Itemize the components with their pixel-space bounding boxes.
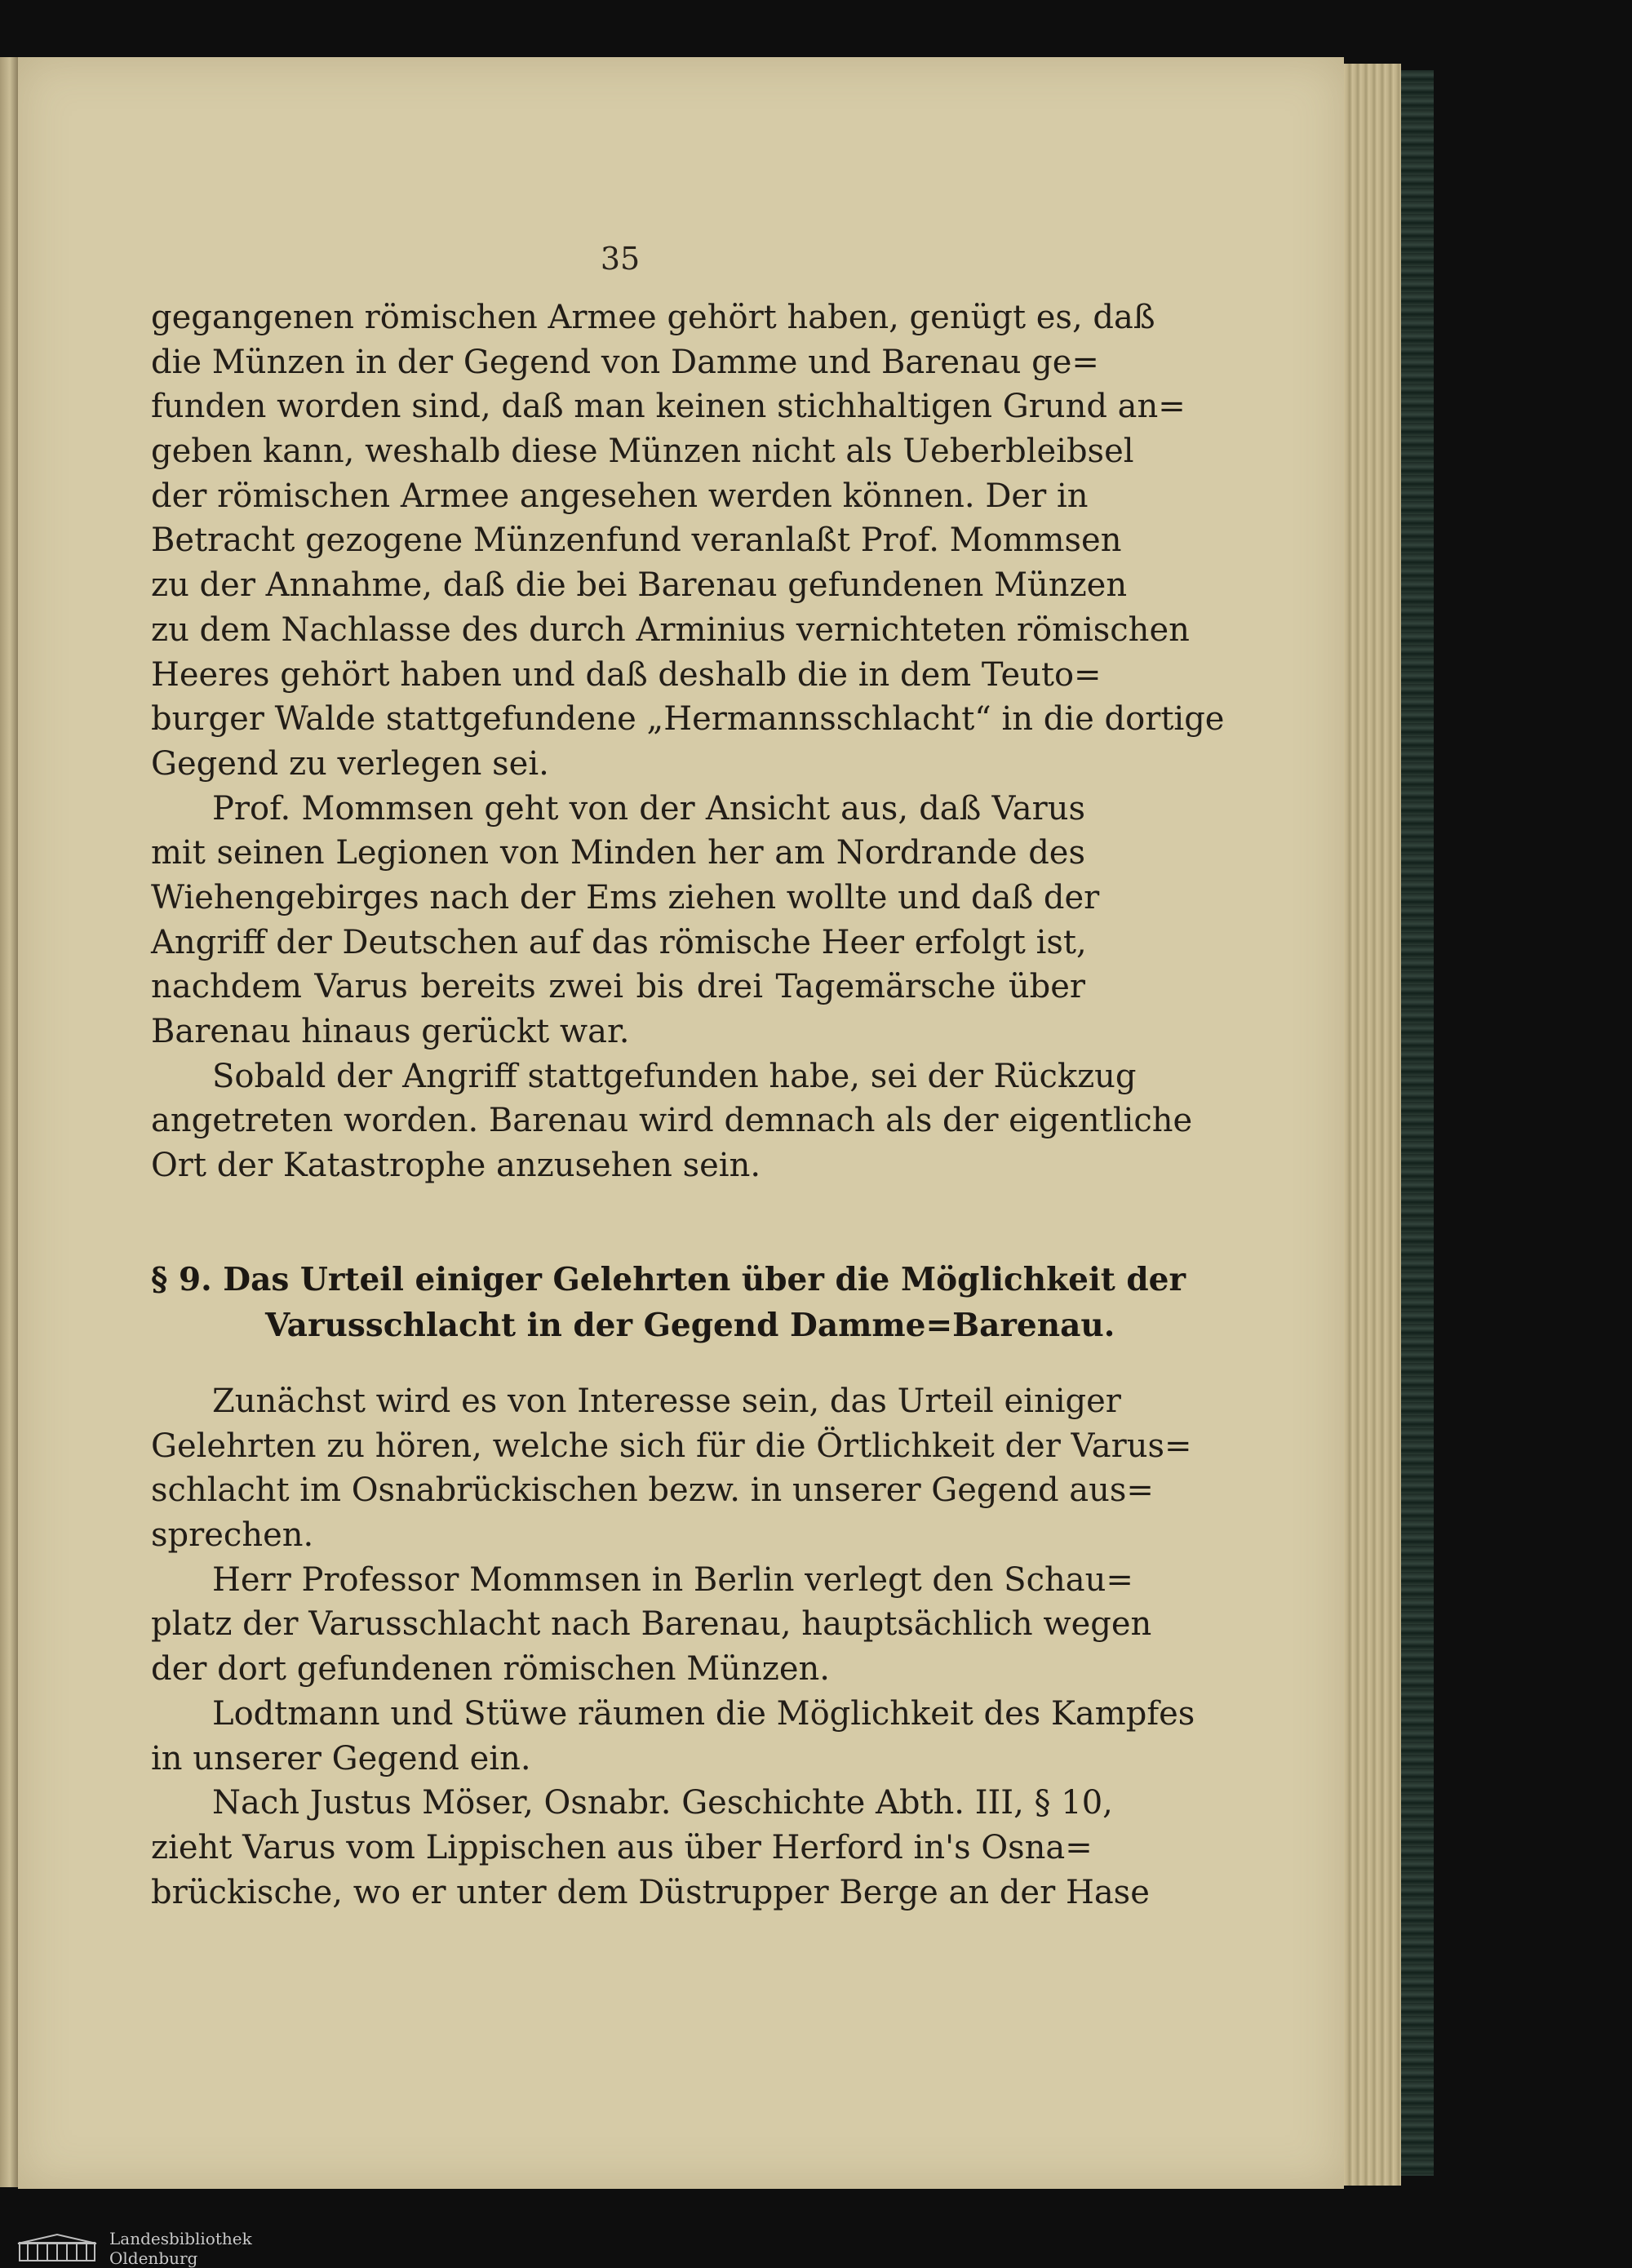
section-heading-line: Varusschlacht in der Gegend Damme=Barenau.	[265, 1307, 1115, 1344]
text-line: Ort der Katastrophe anzusehen sein.	[151, 1147, 761, 1185]
text-line: nachdem Varus bereits zwei bis drei Tagemärsche über	[151, 968, 1085, 1006]
text-line: Zunächst wird es von Interesse sein, das Urteil einiger	[212, 1383, 1121, 1420]
text-line: Sobald der Angriff stattgefunden habe, sei der Rückzug	[212, 1057, 1137, 1095]
text-line: sprechen.	[151, 1516, 314, 1555]
text-line: Wiehengebirges nach der Ems ziehen wollte und daß der	[151, 878, 1100, 917]
text-line: schlacht im Osnabrückischen bezw. in unserer Gegend aus=	[151, 1471, 1154, 1510]
text-line: Lodtmann und Stüwe räumen die Möglichkeit des Kampfes	[212, 1694, 1195, 1733]
text-line: funden worden sind, daß man keinen stichhaltigen Grund an=	[151, 388, 1186, 426]
text-line: Gelehrten zu hören, welche sich für die Örtlichkeit der Varus=	[151, 1427, 1192, 1465]
text-line: Heeres gehört haben und daß deshalb die in dem Teuto=	[151, 655, 1102, 694]
section-heading-line: § 9. Das Urteil einiger Gelehrten über die Möglichkeit der	[151, 1261, 1186, 1298]
text-line: mit seinen Legionen von Minden her am Nordrande des	[151, 834, 1085, 872]
text-line: brückische, wo er unter dem Düstrupper Berge an der Hase	[151, 1873, 1150, 1911]
text-line: in unserer Gegend ein.	[151, 1739, 531, 1778]
text-line: die Münzen in der Gegend von Damme und Barenau ge=	[151, 343, 1099, 381]
page-stack-edge	[1344, 64, 1401, 2186]
text-line: angetreten worden. Barenau wird demnach als der eigentliche	[151, 1102, 1193, 1140]
text-line: Gegend zu verlegen sei.	[151, 744, 549, 783]
book-binding	[1401, 70, 1434, 2176]
text-line: geben kann, weshalb diese Münzen nicht als Ueberbleibsel	[151, 433, 1134, 471]
text-line: Herr Professor Mommsen in Berlin verlegt den Schau=	[212, 1560, 1133, 1599]
library-name: Landesbibliothek Oldenburg	[109, 2228, 252, 2268]
text-line: der dort gefundenen römischen Münzen.	[151, 1650, 830, 1689]
text-line: platz der Varusschlacht nach Barenau, hauptsächlich wegen	[151, 1605, 1152, 1644]
text-line: gegangenen römischen Armee gehört haben, genügt es, daß	[151, 299, 1155, 336]
body-text-bottom	[151, 1379, 1195, 1915]
body-text-top	[151, 295, 1225, 1188]
text-line: der römischen Armee angesehen werden können. Der in	[151, 477, 1089, 515]
text-line: zieht Varus vom Lippischen aus über Herford in's Osna=	[151, 1828, 1093, 1866]
text-line: zu der Annahme, daß die bei Barenau gefundenen Münzen	[151, 566, 1128, 605]
text-line: Prof. Mommsen geht von der Ansicht aus, daß Varus	[212, 789, 1085, 828]
footer-bar	[0, 2228, 326, 2268]
facing-page-edge	[0, 57, 18, 2187]
text-line: Betracht gezogene Münzenfund veranlaßt Prof. Mommsen	[151, 522, 1122, 560]
section-heading	[151, 1257, 1186, 1348]
text-line: burger Walde stattgefundene „Hermannsschlacht“ in die dortige	[151, 700, 1225, 739]
text-line: Barenau hinaus gerückt war.	[151, 1013, 630, 1050]
text-line: Angriff der Deutschen auf das römische Heer erfolgt ist,	[151, 923, 1087, 961]
text-line: zu dem Nachlasse des durch Arminius vernichteten römischen	[151, 610, 1190, 649]
text-line: Nach Justus Möser, Osnabr. Geschichte Abth. III, § 10,	[212, 1784, 1113, 1822]
library-building-icon	[16, 2233, 98, 2264]
page-number: 35	[600, 241, 641, 277]
